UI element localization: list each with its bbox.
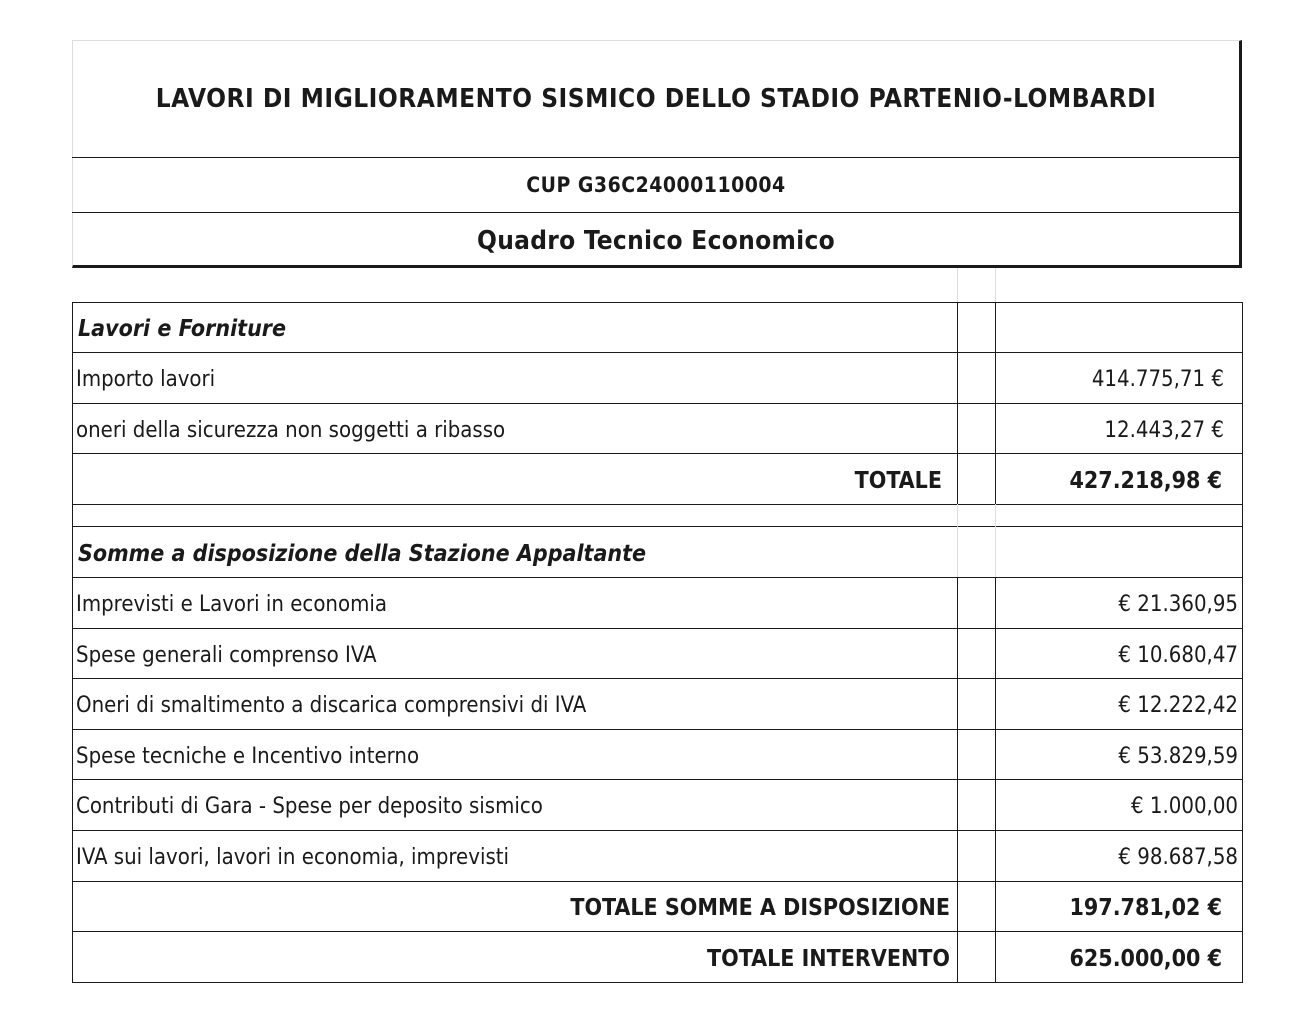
total-label: TOTALE xyxy=(854,468,942,494)
header-divider xyxy=(72,212,1242,213)
row-label: IVA sui lavori, lavori in economia, imprevisti xyxy=(76,845,510,870)
row-value: € 53.829,59 xyxy=(1118,744,1238,769)
table-rule xyxy=(72,678,1243,679)
table-rule xyxy=(72,504,1243,505)
row-label: Imprevisti e Lavori in economia xyxy=(76,592,387,617)
row-label: oneri della sicurezza non soggetti a ribasso xyxy=(76,418,506,443)
header-divider xyxy=(72,157,1242,158)
row-value: € 10.680,47 xyxy=(1118,643,1238,668)
section-title-lavori: Lavori e Forniture xyxy=(78,316,287,342)
table-rule xyxy=(72,302,1243,303)
row-value: 12.443,27 € xyxy=(1104,418,1224,443)
table-column-divider xyxy=(957,577,958,982)
table-rule xyxy=(72,881,1243,882)
grand-total-value: 625.000,00 € xyxy=(1069,946,1222,972)
table-rule xyxy=(72,526,1243,527)
row-label: Spese generali comprenso IVA xyxy=(76,643,377,668)
table-rule xyxy=(72,403,1243,404)
table-rule xyxy=(72,729,1243,730)
table-rule xyxy=(72,453,1243,454)
table-rule xyxy=(72,352,1243,353)
table-subtitle: Quadro Tecnico Economico xyxy=(477,226,835,256)
row-value: € 1.000,00 xyxy=(1131,794,1238,819)
table-rule xyxy=(72,830,1243,831)
table-rule xyxy=(72,982,1243,983)
row-value: 414.775,71 € xyxy=(1091,367,1224,392)
row-label: Contributi di Gara - Spese per deposito sismico xyxy=(76,794,543,819)
total-label: TOTALE SOMME A DISPOSIZIONE xyxy=(570,895,950,921)
total-value: 197.781,02 € xyxy=(1069,895,1222,921)
table-column-divider xyxy=(995,302,996,504)
row-value: € 98.687,58 xyxy=(1118,845,1238,870)
table-rule xyxy=(72,779,1243,780)
page-title: LAVORI DI MIGLIORAMENTO SISMICO DELLO STADIO PARTENIO-LOMBARDI xyxy=(155,84,1157,114)
row-label: Oneri di smaltimento a discarica comprensivi di IVA xyxy=(76,693,587,718)
total-value: 427.218,98 € xyxy=(1069,468,1222,494)
grand-total-label: TOTALE INTERVENTO xyxy=(707,946,950,972)
table-column-divider xyxy=(995,577,996,982)
table-rule xyxy=(72,931,1243,932)
table-column-divider xyxy=(957,302,958,504)
row-label: Importo lavori xyxy=(76,367,216,392)
table-gridline xyxy=(957,268,958,302)
table-gridline xyxy=(957,504,958,577)
table-rule xyxy=(72,628,1243,629)
table-gridline xyxy=(995,504,996,577)
row-value: € 21.360,95 xyxy=(1118,592,1238,617)
section-title-somme: Somme a disposizione della Stazione Appaltante xyxy=(78,541,647,567)
table-border-left xyxy=(72,302,73,982)
table-gridline xyxy=(995,268,996,302)
cup-code: CUP G36C24000110004 xyxy=(526,173,786,197)
table-rule xyxy=(72,577,1243,578)
row-value: € 12.222,42 xyxy=(1118,693,1238,718)
row-label: Spese tecniche e Incentivo interno xyxy=(76,744,420,769)
table-border-right xyxy=(1242,302,1243,982)
